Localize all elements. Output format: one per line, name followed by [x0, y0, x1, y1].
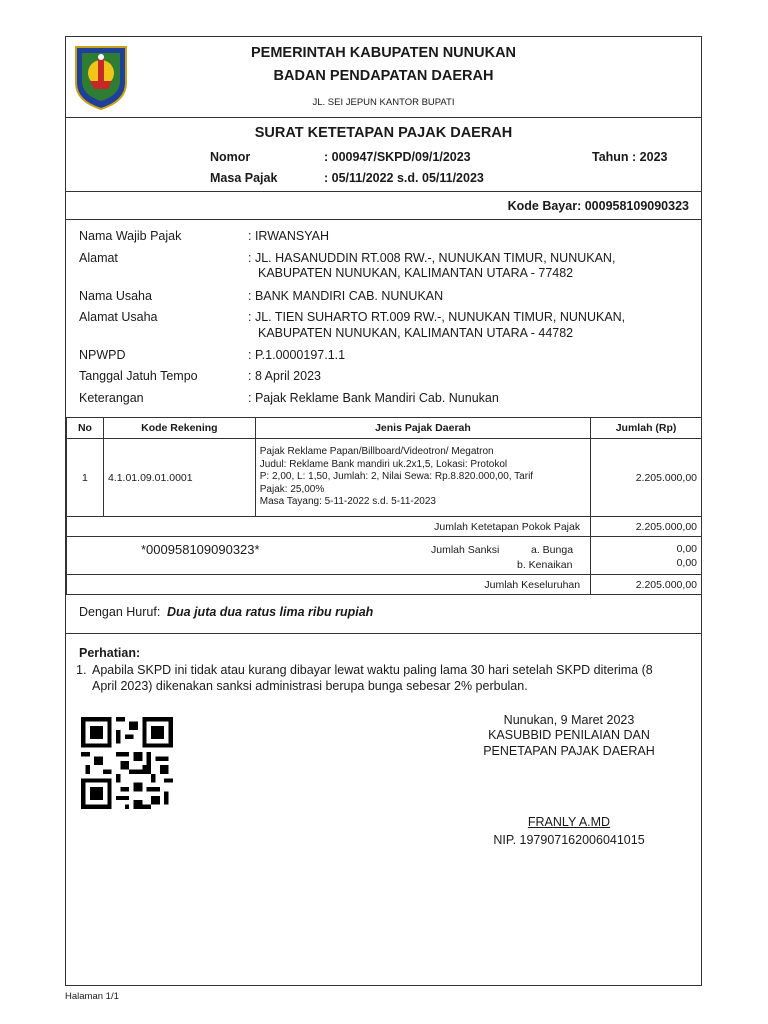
taxpayer-label: NPWPD: [79, 348, 126, 362]
bunga-value: 0,00: [676, 542, 697, 555]
page-number: Halaman 1/1: [65, 991, 119, 1002]
nomor-label: Nomor: [210, 150, 251, 164]
taxpayer-value: : BANK MANDIRI CAB. NUNUKAN: [248, 289, 444, 303]
barcode-text: *000958109090323*: [141, 542, 260, 557]
masa-pajak-value: : 05/11/2022 s.d. 05/11/2023: [324, 171, 484, 185]
col-header-no: No: [67, 418, 104, 439]
signature-position: PENETAPAN PAJAK DAERAH: [483, 744, 655, 758]
bunga-label: a. Bunga: [531, 544, 574, 556]
row-kode: 4.1.01.09.01.0001: [103, 439, 255, 517]
sanksi-label: Jumlah Sanksi: [431, 544, 500, 556]
taxpayer-value: : P.1.0000197.1.1: [248, 348, 346, 362]
sanksi-cell: [67, 537, 591, 575]
taxpayer-label: Alamat: [79, 251, 118, 265]
document-frame: [65, 36, 702, 986]
taxpayer-value: : 8 April 2023: [248, 369, 321, 383]
kode-bayar: Kode Bayar: 000958109090323: [507, 199, 689, 213]
jenis-line: P: 2,00, L: 1,50, Jumlah: 2, Nilai Sewa: Rp.8.820.000,00, Tarif: [259, 471, 534, 483]
notes-number: 1.: [76, 663, 87, 677]
agency-name: BADAN PENDAPATAN DAERAH: [273, 68, 494, 84]
table-row: [67, 439, 702, 517]
signatory-nip: NIP. 197907162006041015: [493, 833, 645, 847]
agency-address: JL. SEI JEPUN KANTOR BUPATI: [312, 97, 455, 108]
signature-position: KASUBBID PENILAIAN DAN: [488, 728, 650, 742]
taxpayer-label: Alamat Usaha: [79, 310, 158, 324]
col-header-jumlah: Jumlah (Rp): [591, 418, 702, 439]
row-jumlah: 2.205.000,00: [591, 439, 702, 517]
col-header-jenis: Jenis Pajak Daerah: [255, 418, 590, 439]
total-value: 2.205.000,00: [591, 575, 702, 595]
terbilang-value: Dua juta dua ratus lima ribu rupiah: [167, 605, 374, 619]
notes-title: Perhatian:: [79, 646, 141, 660]
pokok-value: 2.205.000,00: [591, 517, 702, 537]
kenaikan-label: b. Kenaikan: [517, 559, 573, 571]
taxpayer-label: Nama Wajib Pajak: [79, 229, 182, 243]
row-jenis: [255, 439, 590, 517]
jenis-line: Pajak: 25,00%: [259, 483, 325, 495]
row-no: 1: [67, 439, 104, 517]
jenis-line: Masa Tayang: 5-11-2022 s.d. 5-11-2023: [259, 496, 436, 508]
jenis-line: Judul: Reklame Bank mandiri uk.2x1,5, Lokasi: Protokol: [259, 458, 508, 470]
notes-line: Apabila SKPD ini tidak atau kurang dibayar lewat waktu paling lama 30 hari setelah SKPD diterima (8: [92, 663, 653, 677]
taxpayer-value-cont: KABUPATEN NUNUKAN, KALIMANTAN UTARA - 77482: [258, 266, 574, 280]
gov-title: PEMERINTAH KABUPATEN NUNUKAN: [250, 45, 517, 61]
document-title: SURAT KETETAPAN PAJAK DAERAH: [254, 125, 513, 141]
notes-line: April 2023) dikenakan sanksi administrasi berupa bunga sebesar 2% perbulan.: [92, 679, 528, 693]
tax-items-table: [66, 417, 702, 595]
tahun-value: Tahun : 2023: [592, 150, 668, 164]
taxpayer-label: Keterangan: [79, 391, 144, 405]
pokok-label: Jumlah Ketetapan Pokok Pajak: [67, 517, 591, 537]
taxpayer-value: : JL. TIEN SUHARTO RT.009 RW.-, NUNUKAN TIMUR, NUNUKAN,: [248, 310, 626, 324]
taxpayer-value-cont: KABUPATEN NUNUKAN, KALIMANTAN UTARA - 44782: [258, 326, 574, 340]
nomor-value: : 000947/SKPD/09/1/2023: [324, 150, 471, 164]
sanksi-values: [591, 537, 702, 575]
signature-place-date: Nunukan, 9 Maret 2023: [503, 713, 635, 727]
total-label: Jumlah Keseluruhan: [67, 575, 591, 595]
taxpayer-label: Tanggal Jatuh Tempo: [79, 369, 198, 383]
taxpayer-label: Nama Usaha: [79, 289, 152, 303]
terbilang-label: Dengan Huruf:: [79, 605, 161, 619]
taxpayer-value: : JL. HASANUDDIN RT.008 RW.-, NUNUKAN TIMUR, NUNUKAN,: [248, 251, 616, 265]
taxpayer-value: : Pajak Reklame Bank Mandiri Cab. Nunukan: [248, 391, 499, 405]
jenis-line: Pajak Reklame Papan/Billboard/Videotron/ Megatron: [259, 446, 494, 458]
qr-code-icon: [78, 717, 176, 809]
signatory-name: FRANLY A.MD: [527, 815, 611, 829]
kenaikan-value: 0,00: [676, 556, 697, 569]
masa-pajak-label: Masa Pajak: [210, 171, 278, 185]
taxpayer-value: : IRWANSYAH: [248, 229, 330, 243]
col-header-kode: Kode Rekening: [103, 418, 255, 439]
